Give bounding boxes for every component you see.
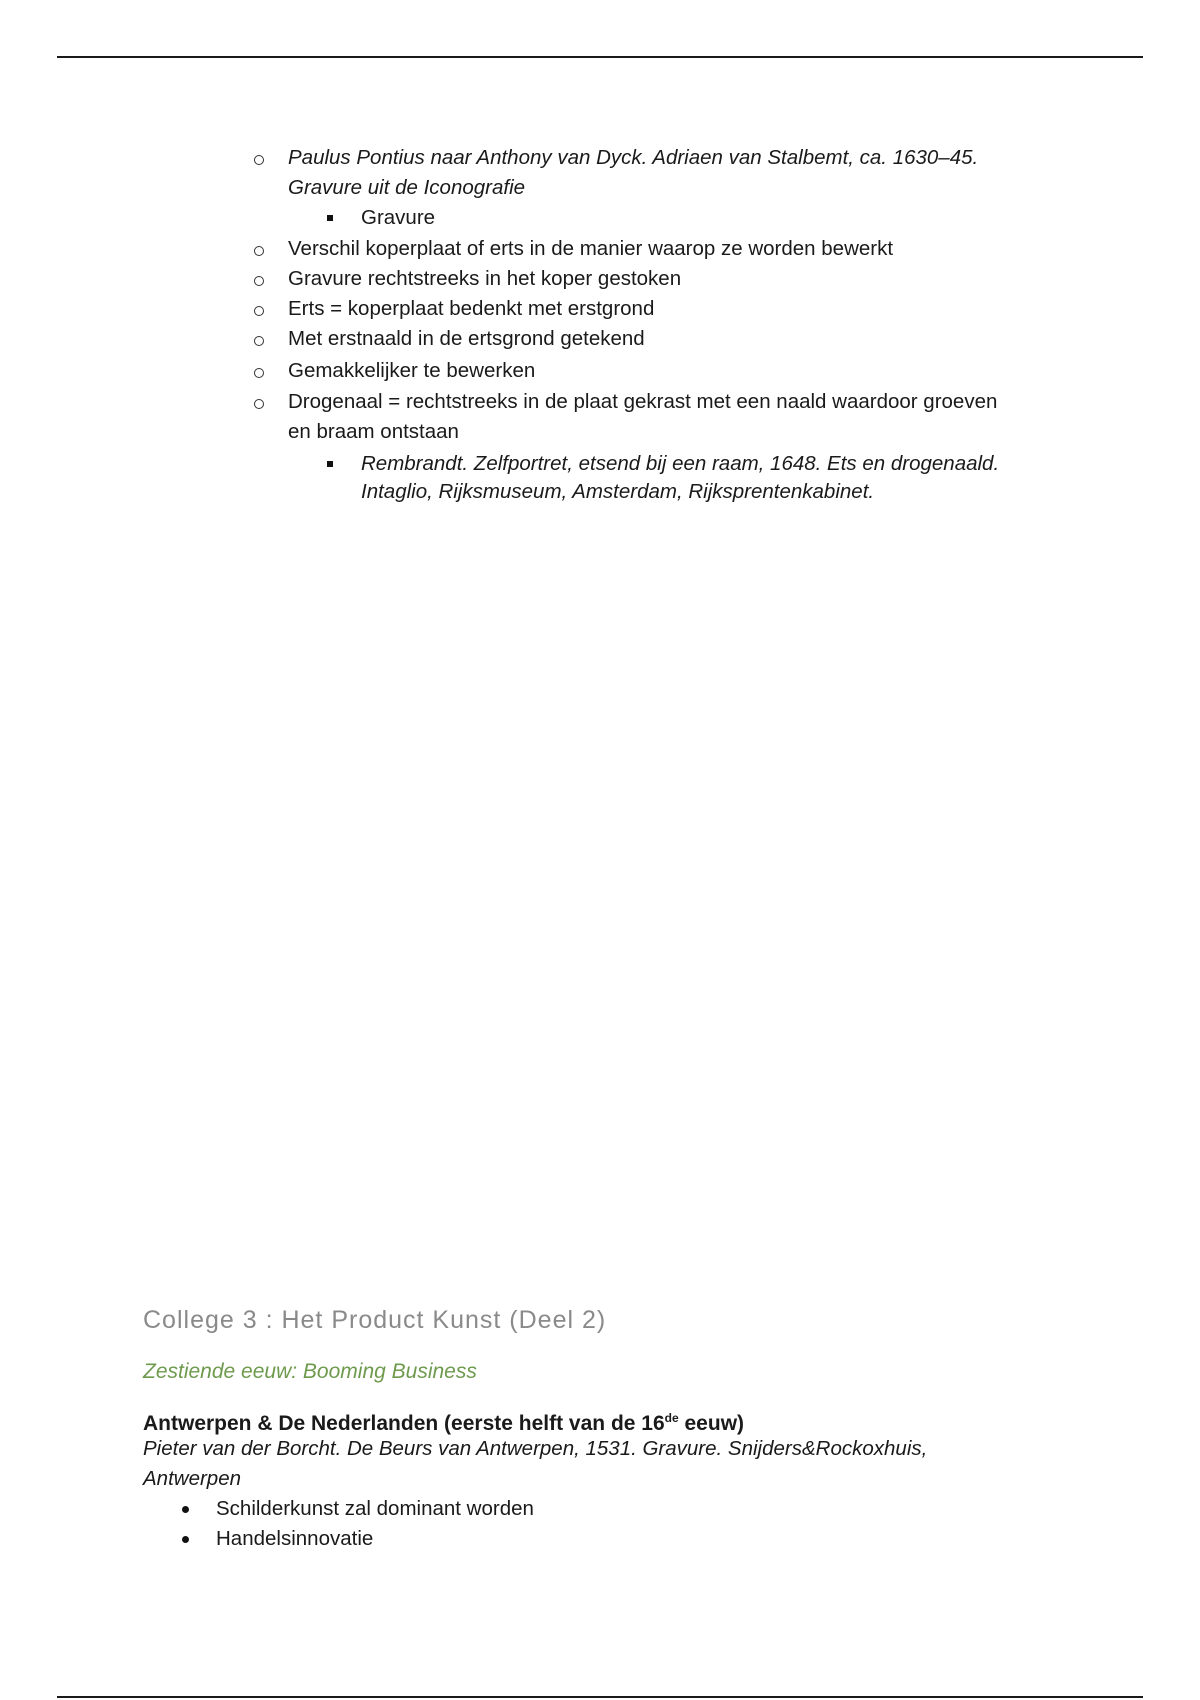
circle-bullet-icon (254, 399, 264, 409)
square-bullet-icon (327, 461, 333, 467)
dot-bullet-icon (182, 1506, 189, 1513)
header-rule (57, 56, 1143, 58)
list-item-drogenaal-line1: Drogenaal = rechtstreeks in de plaat gekrast met een naald waardoor groeven (288, 390, 998, 413)
list-item-gravure-rechtstreeks: Gravure rechtstreeks in het koper gestoken (288, 267, 682, 290)
sub-list-item-rembrandt-line1: Rembrandt. Zelfportret, etsend bij een raam, 1648. Ets en drogenaald. (361, 452, 1000, 475)
bullet-item-schilderkunst: Schilderkunst zal dominant worden (216, 1497, 534, 1520)
list-item-erts: Erts = koperplaat bedenkt met erstgrond (288, 297, 655, 320)
list-item-caption-line1: Paulus Pontius naar Anthony van Dyck. Adriaen van Stalbemt, ca. 1630–45. (288, 146, 979, 169)
bold-title-superscript: de (664, 1411, 679, 1425)
dot-bullet-icon (182, 1536, 189, 1543)
sub-list-item-rembrandt-line2: Intaglio, Rijksmuseum, Amsterdam, Rijksprentenkabinet. (361, 480, 875, 503)
list-item-caption-line2: Gravure uit de Iconografie (288, 176, 526, 199)
square-bullet-icon (327, 215, 333, 221)
bold-title-main: Antwerpen & De Nederlanden (eerste helft van de 16 (143, 1412, 665, 1435)
circle-bullet-icon (254, 336, 264, 346)
list-item-drogenaal-line2: en braam ontstaan (288, 420, 459, 443)
circle-bullet-icon (254, 155, 264, 165)
section-heading: College 3 : Het Product Kunst (Deel 2) (143, 1306, 607, 1334)
circle-bullet-icon (254, 276, 264, 286)
circle-bullet-icon (254, 246, 264, 256)
caption-line1: Pieter van der Borcht. De Beurs van Antwerpen, 1531. Gravure. Snijders&Rockoxhuis, (143, 1437, 928, 1460)
bullet-item-handelsinnovatie: Handelsinnovatie (216, 1527, 374, 1550)
list-item-met-erstnaald: Met erstnaald in de ertsgrond getekend (288, 327, 645, 350)
circle-bullet-icon (254, 306, 264, 316)
list-item-gemakkelijker: Gemakkelijker te bewerken (288, 359, 536, 382)
footer-rule (57, 1696, 1143, 1698)
caption-line2: Antwerpen (143, 1467, 242, 1490)
sub-list-item-gravure: Gravure (361, 206, 436, 229)
circle-bullet-icon (254, 368, 264, 378)
bold-title-end: eeuw) (678, 1412, 745, 1435)
list-item-verschil: Verschil koperplaat of erts in de manier waarop ze worden bewerkt (288, 237, 894, 260)
section-subheading: Zestiende eeuw: Booming Business (143, 1360, 477, 1383)
